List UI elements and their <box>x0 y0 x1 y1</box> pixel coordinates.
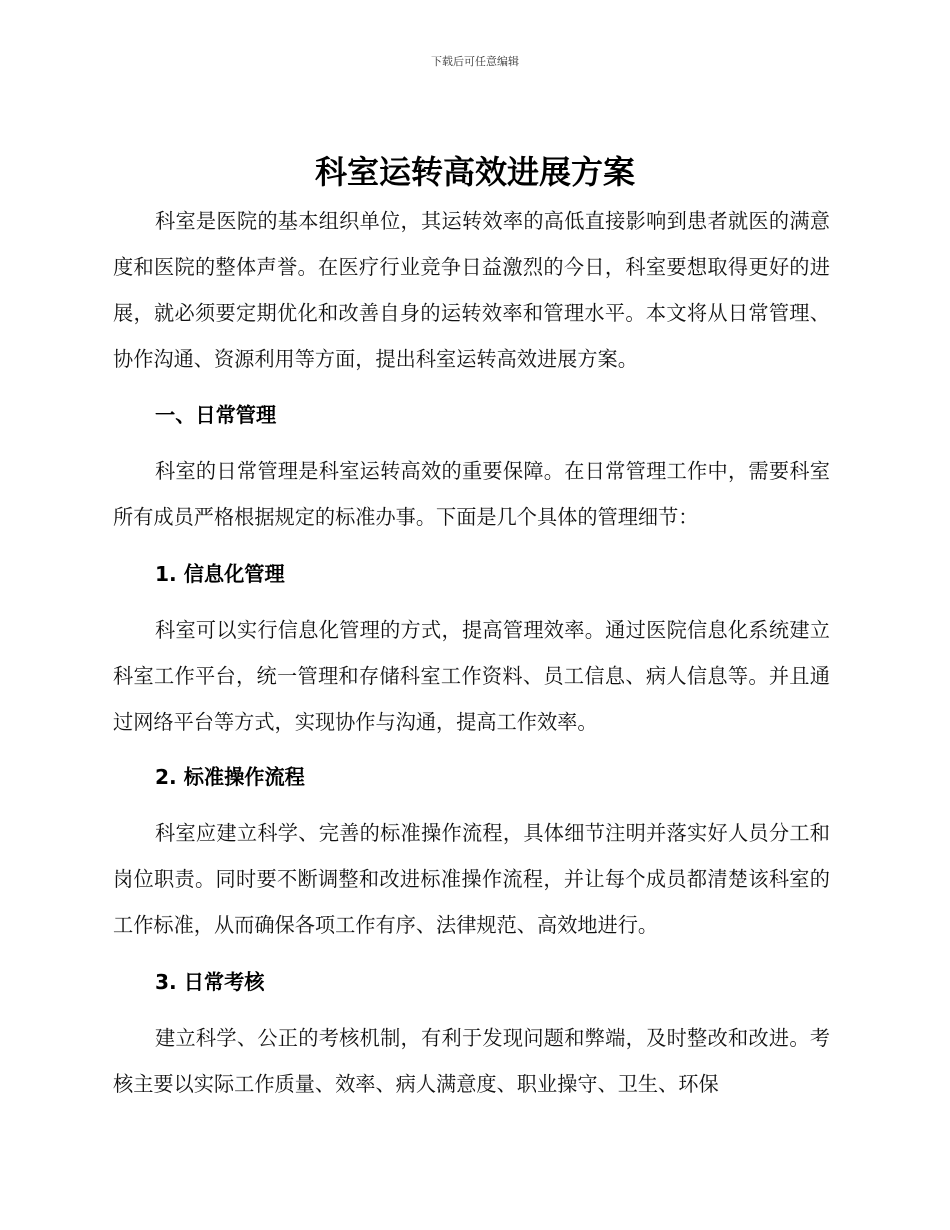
section-heading-daily-management: 一、日常管理 <box>155 403 277 427</box>
subheading-standard-procedures: 2. 标准操作流程 <box>155 765 305 789</box>
subheading-information-management: 1. 信息化管理 <box>155 562 285 586</box>
paragraph-daily-assessment: 建立科学、公正的考核机制，有利于发现问题和弊端，及时整改和改进。考核主要以实际工作质量、效率、病人满意度、职业操守、卫生、环保 <box>113 1026 830 1096</box>
paragraph-intro: 科室是医院的基本组织单位，其运转效率的高低直接影响到患者就医的满意度和医院的整体声誉。在医疗行业竞争日益激烈的今日，科室要想取得更好的进展，就必须要定期优化和改善自身的运转效率和管理水平。本文将从日常管理、协作沟通、资源利用等方面，提出科室运转高效进展方案。 <box>113 209 830 371</box>
paragraph-daily-management: 科室的日常管理是科室运转高效的重要保障。在日常管理工作中，需要科室所有成员严格根据规定的标准办事。下面是几个具体的管理细节： <box>113 459 830 529</box>
header-note: 下载后可任意编辑 <box>431 55 519 68</box>
paragraph-standard-procedures: 科室应建立科学、完善的标准操作流程，具体细节注明并落实好人员分工和岗位职责。同时要不断调整和改进标准操作流程，并让每个成员都清楚该科室的工作标准，从而确保各项工作有序、法律规范、高效地进行。 <box>113 821 830 937</box>
subheading-daily-assessment: 3. 日常考核 <box>155 970 265 994</box>
paragraph-information-management: 科室可以实行信息化管理的方式，提高管理效率。通过医院信息化系统建立科室工作平台，统一管理和存储科室工作资料、员工信息、病人信息等。并且通过网络平台等方式，实现协作与沟通，提高工作效率。 <box>113 618 830 734</box>
document-title: 科室运转高效进展方案 <box>314 153 635 191</box>
